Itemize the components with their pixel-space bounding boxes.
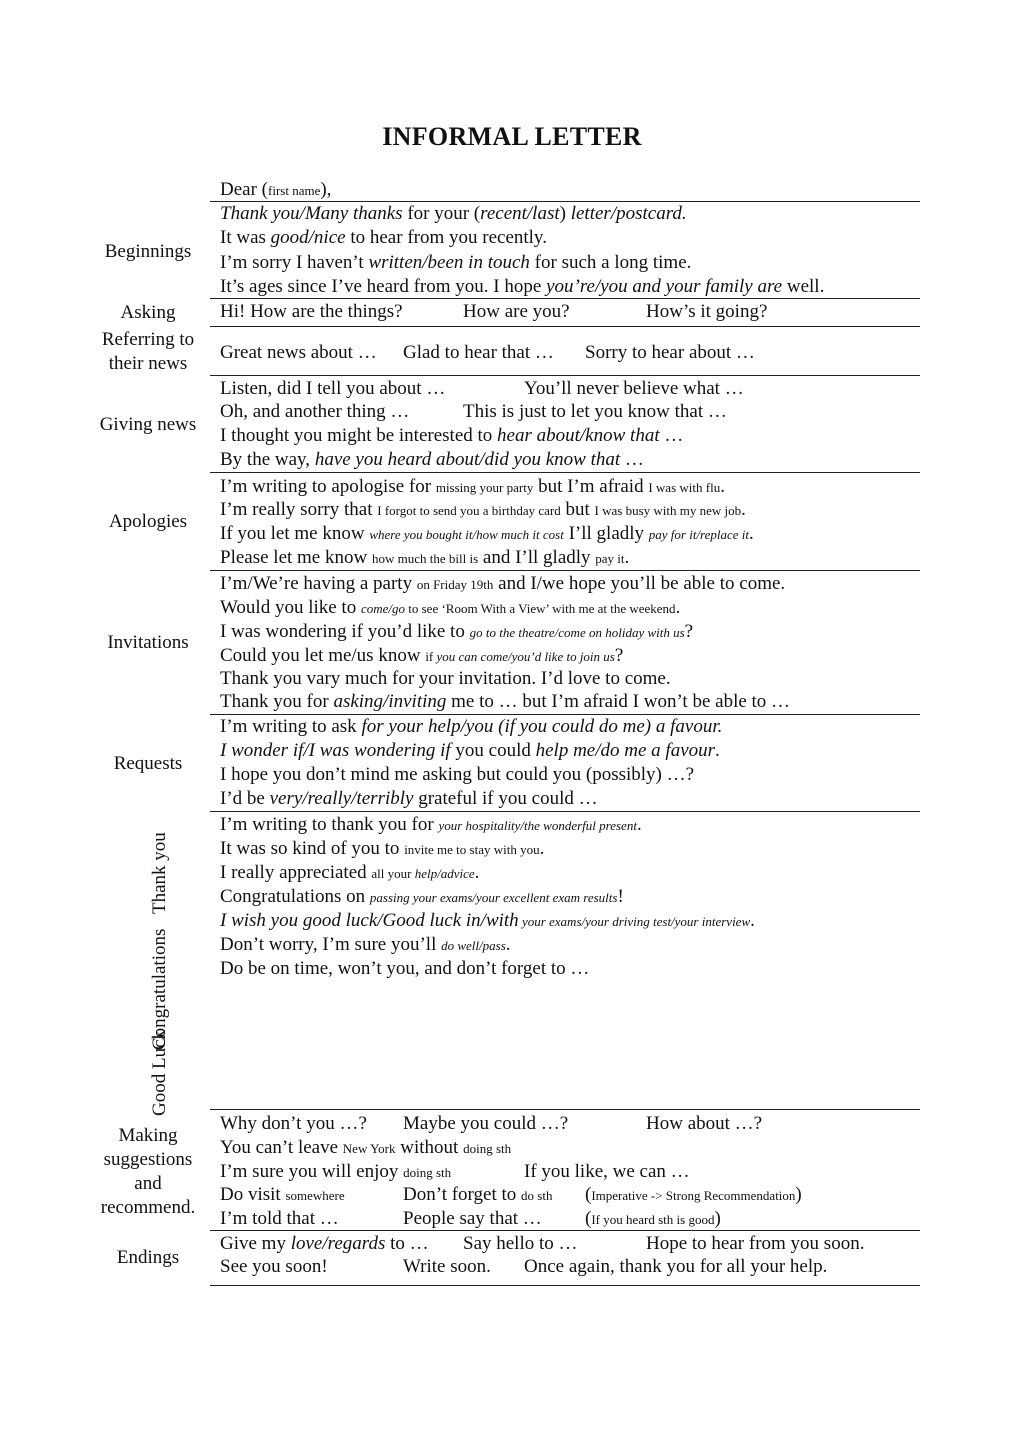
divider [210, 298, 920, 299]
divider [210, 1109, 920, 1110]
suggestions-f3: Don’t forget to do sth [403, 1184, 553, 1205]
endings-a: Give my love/regards to … [220, 1233, 429, 1254]
suggestions-g3: (If you heard sth is good) [585, 1208, 721, 1229]
apologies-a: I’m writing to apologise for missing your party but I’m afraid I was with flu. [220, 476, 725, 497]
label-requests: Requests [113, 753, 183, 774]
giving-c: Oh, and another thing … [220, 401, 410, 422]
suggestions-g1: I’m told that … [220, 1208, 339, 1229]
requests-c: I hope you don’t mind me asking but could you (possibly) …? [220, 764, 695, 785]
endings-d: See you soon! [220, 1256, 328, 1277]
divider [210, 326, 920, 327]
beginnings-line-1: Dear (first name), [220, 179, 332, 200]
beginnings-line-3: It was good/nice to hear from you recently. [220, 227, 547, 248]
label-referring: Referring to their news [101, 329, 195, 374]
thanks-f: Don’t worry, I’m sure you’ll do well/pass. [220, 934, 511, 955]
invitations-f: Thank you for asking/inviting me to … but I’m afraid I won’t be able to … [220, 691, 791, 712]
suggestions-e1: I’m sure you will enjoy doing sth [220, 1161, 452, 1182]
suggestions-g2: People say that … [403, 1208, 542, 1229]
thanks-e: I wish you good luck/Good luck in/with your exams/your driving test/your interview. [220, 910, 755, 931]
apologies-b: I’m really sorry that I forgot to send you a birthday card but I was busy with my new job. [220, 499, 746, 520]
suggestions-b: Maybe you could …? [403, 1113, 569, 1134]
label-asking: Asking [120, 302, 176, 323]
endings-c: Hope to hear from you soon. [646, 1233, 865, 1254]
label-giving-news: Giving news [99, 414, 197, 435]
thanks-a: I’m writing to thank you for your hospitality/the wonderful present. [220, 814, 642, 835]
suggestions-f5: (Imperative -> Strong Recommendation) [585, 1184, 802, 1205]
divider [210, 472, 920, 473]
giving-a: Listen, did I tell you about … [220, 378, 446, 399]
beginnings-line-2: Thank you/Many thanks for your (recent/last) letter/postcard. [220, 203, 687, 224]
apologies-d: Please let me know how much the bill is and I’ll gladly pay it. [220, 547, 630, 568]
label-invitations: Invitations [107, 632, 189, 653]
thanks-d: Congratulations on passing your exams/your excellent exam results! [220, 886, 624, 907]
invitations-d: Could you let me/us know if you can come/you’d like to join us? [220, 645, 624, 666]
apologies-c: If you let me know where you bought it/how much it cost I’ll gladly pay for it/replace it. [220, 523, 754, 544]
label-endings: Endings [116, 1247, 180, 1268]
giving-f: By the way, have you heard about/did you know that … [220, 449, 644, 470]
divider [210, 570, 920, 571]
requests-d: I’d be very/really/terribly grateful if you could … [220, 788, 598, 809]
giving-d: This is just to let you know that … [463, 401, 727, 422]
asking-a: Hi! How are the things? [220, 301, 403, 322]
asking-b: How are you? [463, 301, 570, 322]
divider [210, 1285, 920, 1286]
giving-e: I thought you might be interested to hear about/know that … [220, 425, 684, 446]
label-apologies: Apologies [108, 511, 188, 532]
referring-b: Glad to hear that … [403, 342, 554, 363]
suggestions-a: Why don’t you …? [220, 1113, 367, 1134]
referring-c: Sorry to hear about … [585, 342, 755, 363]
requests-a: I’m writing to ask for your help/you (if you could do me) a favour. [220, 716, 723, 737]
label-beginnings: Beginnings [104, 241, 192, 262]
beginnings-line-5: It’s ages since I’ve heard from you. I hope you’re/you and your family are well. [220, 276, 825, 297]
suggestions-e3: If you like, we can … [524, 1161, 690, 1182]
beginnings-line-4: I’m sorry I haven’t written/been in touch for such a long time. [220, 252, 692, 273]
endings-e: Write soon. [403, 1256, 491, 1277]
endings-f: Once again, thank you for all your help. [524, 1256, 828, 1277]
asking-c: How’s it going? [646, 301, 768, 322]
suggestions-d: You can’t leave New York without doing sth [220, 1137, 512, 1158]
suggestions-c: How about …? [646, 1113, 763, 1134]
thanks-g: Do be on time, won’t you, and don’t forget to … [220, 958, 590, 979]
endings-b: Say hello to … [463, 1233, 578, 1254]
suggestions-f1: Do visit somewhere [220, 1184, 345, 1205]
invitations-c: I was wondering if you’d like to go to the theatre/come on holiday with us? [220, 621, 694, 642]
invitations-b: Would you like to come/go to see ‘Room With a View’ with me at the weekend. [220, 597, 681, 618]
page-title: INFORMAL LETTER [382, 122, 642, 151]
referring-a: Great news about … [220, 342, 377, 363]
giving-b: You’ll never believe what … [524, 378, 744, 399]
divider [210, 1230, 920, 1231]
thanks-b: It was so kind of you to invite me to stay with you. [220, 838, 545, 859]
requests-b: I wonder if/I was wondering if you could help me/do me a favour. [220, 740, 720, 761]
invitations-e: Thank you vary much for your invitation. I’d love to come. [220, 668, 671, 689]
thanks-c: I really appreciated all your help/advice. [220, 862, 480, 883]
divider [210, 811, 920, 812]
divider [210, 375, 920, 376]
invitations-a: I’m/We’re having a party on Friday 19th and I/we hope you’ll be able to come. [220, 573, 786, 594]
label-suggestions: Making suggestions and recommend. [100, 1125, 196, 1218]
